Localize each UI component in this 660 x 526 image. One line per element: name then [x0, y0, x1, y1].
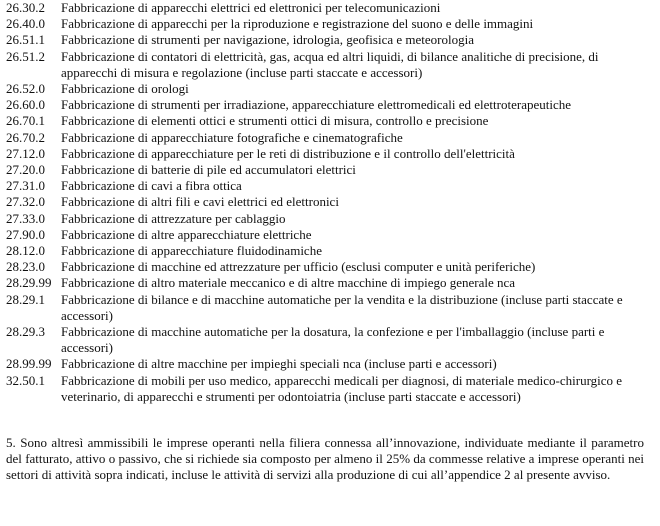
activity-description: Fabbricazione di bilance e di macchine automatiche per la vendita e la distribuzione (incluse parti staccate e accessori): [61, 291, 623, 323]
activity-code: 26.30.2: [6, 0, 45, 15]
activity-description: Fabbricazione di macchine automatiche per la dosatura, la confezione e per l'imballaggio (incluse parti e accessori): [61, 324, 605, 356]
activity-description: Fabbricazione di altro materiale meccanico e di altre macchine di impiego generale nca: [61, 275, 516, 291]
activity-code: 28.99.99: [6, 356, 52, 372]
activity-code: 27.90.0: [6, 226, 45, 242]
code-row: [6, 0, 654, 16]
activity-code: 26.52.0: [6, 81, 45, 97]
activity-description: Fabbricazione di altre macchine per impieghi speciali nca (incluse parti e accessori): [61, 356, 497, 372]
code-row: [6, 243, 654, 259]
activity-description: Fabbricazione di apparecchi per la riproduzione e registrazione del suono e delle immagini: [61, 16, 534, 32]
activity-code: 26.70.1: [6, 113, 45, 129]
activity-description: Fabbricazione di batterie di pile ed accumulatori elettrici: [61, 162, 356, 178]
activity-code: 27.32.0: [6, 194, 45, 210]
activity-description: Fabbricazione di apparecchi elettrici ed elettronici per telecomunicazioni: [61, 0, 441, 15]
code-row: [6, 32, 654, 48]
activity-description: Fabbricazione di apparecchiature fluidodinamiche: [61, 243, 322, 259]
activity-description: Fabbricazione di mobili per uso medico, apparecchi medicali per diagnosi, di materiale medico-chirurgico e veterinario, di apparecchi e strumenti per odontoiatria (incluse parti staccate e accessori): [61, 372, 623, 404]
activity-code: 28.29.3: [6, 324, 45, 340]
code-row: [6, 324, 654, 356]
code-row: [6, 81, 654, 97]
activity-description: Fabbricazione di altri fili e cavi elettrici ed elettronici: [61, 194, 339, 210]
activity-code: 26.60.0: [6, 97, 45, 113]
activity-description: Fabbricazione di macchine ed attrezzature per ufficio (esclusi computer e unità periferiche): [61, 259, 536, 275]
activity-code: 28.29.1: [6, 291, 45, 307]
activity-code: 26.51.2: [6, 48, 45, 64]
code-row: [6, 259, 654, 275]
activity-code: 27.33.0: [6, 210, 45, 226]
activity-code: 28.29.99: [6, 275, 52, 291]
code-row: [6, 356, 654, 372]
activity-code: 26.51.1: [6, 32, 45, 48]
activity-description: Fabbricazione di strumenti per navigazione, idrologia, geofisica e meteorologia: [61, 32, 474, 48]
activity-description: Fabbricazione di orologi: [61, 81, 189, 97]
code-row: [6, 162, 654, 178]
ateco-code-list: [6, 0, 654, 405]
code-row: [6, 113, 654, 129]
activity-description: Fabbricazione di elementi ottici e strumenti ottici di misura, controllo e precisione: [61, 113, 489, 129]
code-row: [6, 292, 654, 324]
activity-description: Fabbricazione di attrezzature per cablaggio: [61, 210, 286, 226]
code-row: [6, 227, 654, 243]
activity-description: Fabbricazione di apparecchiature fotografiche e cinematografiche: [61, 129, 403, 145]
activity-description: Fabbricazione di cavi a fibra ottica: [61, 178, 242, 194]
code-row: [6, 373, 654, 405]
activity-code: 27.31.0: [6, 178, 45, 194]
code-row: [6, 130, 654, 146]
code-row: [6, 275, 654, 291]
activity-code: 32.50.1: [6, 372, 45, 388]
activity-description: Fabbricazione di apparecchiature per le reti di distribuzione e il controllo dell'elettricità: [61, 145, 515, 161]
code-row: [6, 49, 654, 81]
code-row: [6, 97, 654, 113]
code-row: [6, 211, 654, 227]
paragraph-5: 5. Sono altresì ammissibili le imprese operanti nella filiera connessa all’innovazione, individuate mediante il parametro del fatturato, attivo o passivo, che si richiede sia composto per almeno il 25% da commesse relative a imprese operanti nei settori di attività sopra indicati, incluse le attività di servizi alla produzione di cui all’appendice 2 al presente avviso.: [6, 435, 644, 483]
activity-code: 26.40.0: [6, 16, 45, 32]
code-row: [6, 194, 654, 210]
activity-code: 26.70.2: [6, 129, 45, 145]
code-row: [6, 16, 654, 32]
activity-code: 27.20.0: [6, 162, 45, 178]
code-row: [6, 178, 654, 194]
activity-code: 28.23.0: [6, 259, 45, 275]
activity-code: 28.12.0: [6, 243, 45, 259]
activity-code: 27.12.0: [6, 145, 45, 161]
activity-description: Fabbricazione di altre apparecchiature elettriche: [61, 226, 312, 242]
code-row: [6, 146, 654, 162]
activity-description: Fabbricazione di strumenti per irradiazione, apparecchiature elettromedicali ed elettroterapeutiche: [61, 97, 571, 113]
activity-description: Fabbricazione di contatori di elettricità, gas, acqua ed altri liquidi, di bilance analitiche di precisione, di apparecchi di misura e regolazione (incluse parti staccate e accessori): [61, 48, 599, 80]
